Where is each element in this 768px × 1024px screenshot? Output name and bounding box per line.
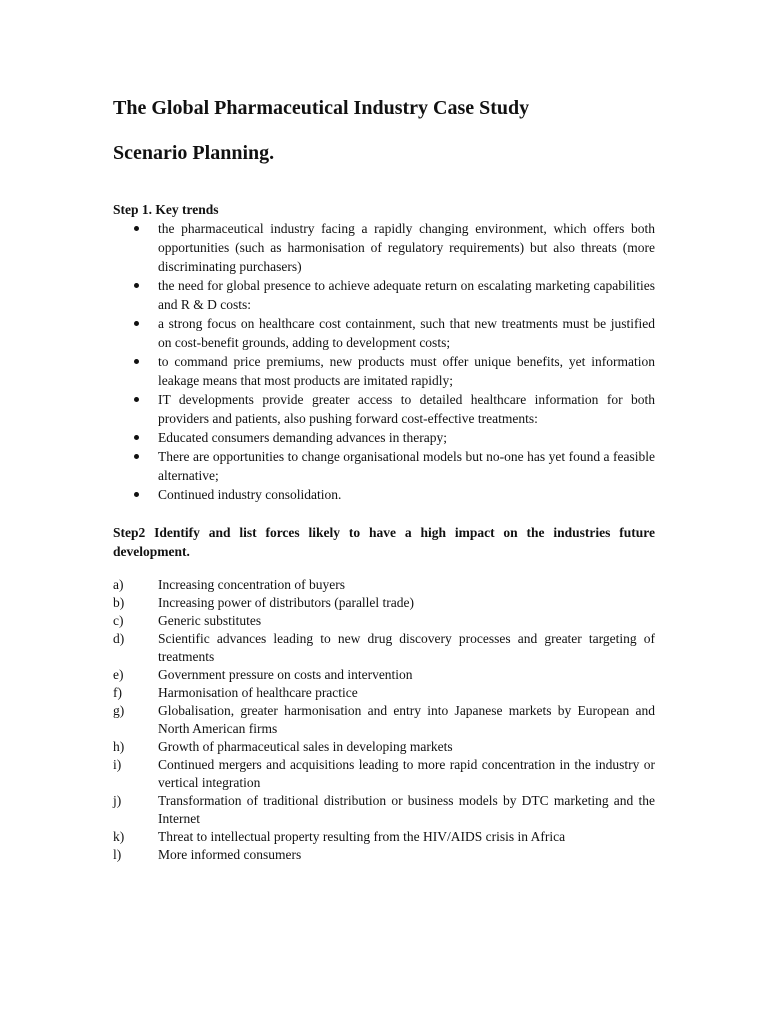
list-marker: l) — [113, 847, 122, 862]
list-item — [113, 684, 655, 702]
list-marker: d) — [113, 631, 125, 646]
list-item-text: IT developments provide greater access to detailed healthcare information for both providers and patients, also pushing forward cost-effective treatments: — [158, 392, 655, 426]
list-item — [113, 828, 655, 846]
list-item-text: the need for global presence to achieve adequate return on escalating marketing capabilities and R & D costs: — [158, 278, 655, 312]
list-item — [113, 756, 655, 792]
list-item-text: Harmonisation of healthcare practice — [158, 685, 358, 700]
list-item-text: the pharmaceutical industry facing a rapidly changing environment, which offers both opportunities (such as harmonisation of regulatory requirements) but also threats (more discriminating purchasers) — [158, 221, 655, 274]
step2-heading: Step2 Identify and list forces likely to have a high impact on the industries future development. — [113, 525, 655, 559]
list-item — [113, 612, 655, 630]
bullet-icon — [134, 454, 139, 459]
list-item-text: Globalisation, greater harmonisation and entry into Japanese markets by European and North American firms — [158, 703, 655, 736]
list-item — [113, 792, 655, 828]
list-item-text: Government pressure on costs and intervention — [158, 667, 413, 682]
list-marker: c) — [113, 613, 124, 628]
list-item — [113, 276, 655, 314]
key-trends-list — [113, 219, 655, 504]
list-item-text: More informed consumers — [158, 847, 302, 862]
bullet-icon — [134, 283, 139, 288]
bullet-icon — [134, 359, 139, 364]
list-marker: a) — [113, 577, 124, 592]
bullet-icon — [134, 397, 139, 402]
list-item — [113, 666, 655, 684]
bullet-icon — [134, 492, 139, 497]
list-item — [113, 428, 655, 447]
list-item-text: Transformation of traditional distribution or business models by DTC marketing and the Internet — [158, 793, 655, 826]
list-item-text: Increasing concentration of buyers — [158, 577, 346, 592]
list-item-text: Threat to intellectual property resulting from the HIV/AIDS crisis in Africa — [158, 829, 566, 844]
list-marker: f) — [113, 685, 122, 700]
list-marker: e) — [113, 667, 124, 682]
document-title: The Global Pharmaceutical Industry Case Study — [113, 97, 530, 119]
list-item — [113, 738, 655, 756]
bullet-icon — [134, 226, 139, 231]
list-item-text: Continued industry consolidation. — [158, 487, 342, 502]
list-marker: b) — [113, 595, 125, 610]
list-item — [113, 630, 655, 666]
list-item-text: There are opportunities to change organisational models but no-one has yet found a feasible alternative; — [158, 449, 655, 483]
bullet-icon — [134, 321, 139, 326]
list-marker: i) — [113, 757, 122, 772]
list-item-text: to command price premiums, new products must offer unique benefits, yet information leakage means that most products are imitated rapidly; — [158, 354, 655, 388]
list-item-text: a strong focus on healthcare cost containment, such that new treatments must be justified on cost-benefit grounds, adding to development costs; — [158, 316, 655, 350]
list-item — [113, 576, 655, 594]
list-item-text: Growth of pharmaceutical sales in developing markets — [158, 739, 453, 754]
list-item — [113, 219, 655, 276]
list-item — [113, 594, 655, 612]
list-item — [113, 485, 655, 504]
list-item — [113, 702, 655, 738]
list-marker: k) — [113, 829, 125, 844]
forces-list — [113, 576, 655, 864]
list-item — [113, 390, 655, 428]
list-item-text: Generic substitutes — [158, 613, 262, 628]
list-marker: j) — [113, 793, 122, 808]
list-item — [113, 846, 655, 864]
step1-heading: Step 1. Key trends — [113, 202, 219, 217]
list-item-text: Continued mergers and acquisitions leading to more rapid concentration in the industry or vertical integration — [158, 757, 655, 790]
list-item — [113, 314, 655, 352]
list-item-text: Educated consumers demanding advances in therapy; — [158, 430, 448, 445]
document-subtitle: Scenario Planning. — [113, 142, 275, 164]
list-marker: h) — [113, 739, 125, 754]
list-item — [113, 352, 655, 390]
list-marker: g) — [113, 703, 125, 718]
list-item — [113, 447, 655, 485]
list-item-text: Increasing power of distributors (parallel trade) — [158, 595, 415, 610]
list-item-text: Scientific advances leading to new drug discovery processes and greater targeting of treatments — [158, 631, 655, 664]
bullet-icon — [134, 435, 139, 440]
